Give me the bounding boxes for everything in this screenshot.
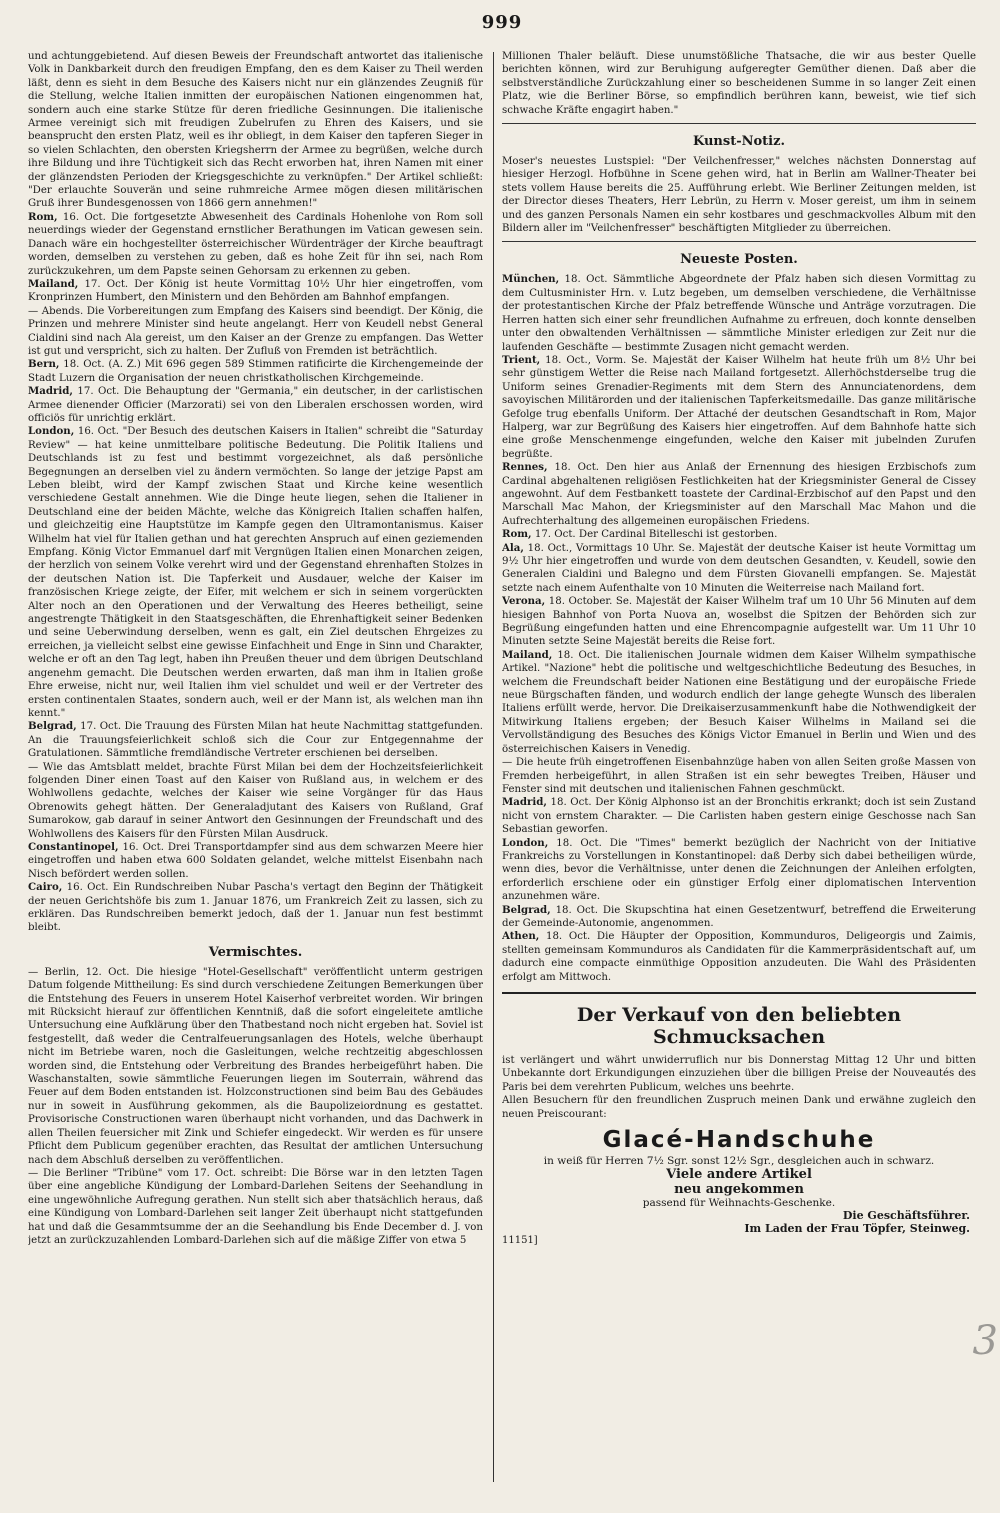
right-column [502,50,976,1490]
article-rom-text: 16. Oct. Die fortgesetzte Abwesenheit des Cardinals Hohenlohe von Rom soll neuerdings wieder der Gegenstand ernstlicher Berathungen im Vatican gewesen sein. Danach wäre ein hochgestellter österreichischer Würdenträger der Kirche beauftragt worden, demselben zu verstehen zu geben, daß es hohe Zeit für ihn sei, nach Rom zurückzukehren, um dem Papste seinen Gehorsam zu erkennen zu geben. [28,211,483,277]
post-verona-text: 18. October. Se. Majestät der Kaiser Wilhelm traf um 10 Uhr 56 Minuten auf dem hiesigen Bahnhof von Porta Nuova an, woselbst die Spitzen der Behörden sich zur Begrüßung eingefunden hatten und eine Ehrencompagnie aufgestellt war. Um 11 Uhr 10 Minuten setzte Seine Majestät bereits die Reise fort. [502,596,976,648]
dateline-london-right: London, [502,836,549,849]
dateline-rennes: Rennes, [502,461,548,474]
dateline-madrid: Madrid, [28,385,73,398]
post-madrid-text: 18. Oct. Der König Alphonso ist an der Bronchitis erkrankt; doch ist sein Zustand nicht von ernstem Charakter. — Die Carlisten haben gestern einige Geschosse nach San Sebastian geworfen. [502,797,976,836]
ad-number: 11151] [502,1235,538,1247]
post-muenchen [502,273,976,353]
dateline-cairo: Cairo, [28,881,63,894]
article-tribuene: — Die Berliner "Tribüne" vom 17. Oct. schreibt: Die Börse war in den letzten Tagen über eine angebliche Kündigung der Lombard-Darlehen Seitens der Seehandlung in eine ungewöhnliche Aufregung gerathen. Nun stellt sich aber thatsächlich heraus, daß eine Kündigung von Lombard-Darlehen seit langer Zeit überhaupt nicht stattgefunden hat und daß die Gesammtsumme der an die Seehandlung bis Ende December d. J. von jetzt an zurückzuzahlenden Lombard-Darlehen sich auf die mäßige Ziffer von etwa 5 [28,1167,483,1246]
newspaper-page [28,12,976,1492]
article-boerse-continued: Millionen Thaler beläuft. Diese unumstößliche Thatsache, die wir aus bester Quelle berichten können, wird zur Beruhigung aufgeregter Gemüther dienen. Daß aber die selbstverständliche Zurückzahlung einer so bescheidenen Summe in so langer Zeit einen Platz, wie die Berliner Börse, so empfindlich berühren kann, beweist, wie tief sich schwache Kräfte engagirt haben." [502,51,976,116]
post-ala-text: 18. Oct., Vormittags 10 Uhr. Se. Majestät der deutsche Kaiser ist heute Vormittag um 9½ Uhr hier eingetroffen und wurde von dem deutschen Gesandten, v. Keudell, sowie den Generalen Cialdini und Balegno und dem Fürsten Giovanelli empfangen. Se. Majestät setzte nach einem Aufenthalte von 10 Minuten die Weiterreise nach Mailand fort. [502,542,976,594]
dateline-constantinopel: Constantinopel, [28,840,119,853]
ad-christmas-line: passend für Weihnachts-Geschenke. [642,1197,836,1210]
article-amtsblatt: — Wie das Amtsblatt meldet, brachte Fürst Milan bei dem der Hochzeitsfeierlichkeit folgenden Diner einen Toast auf den Kaiser von Rußland aus, in welchem er des Wohlwollens gedachte, welches der Kaiser wie seine Vorgänger für das Haus Obrenowits gehegt hätten. Der Generaladjutant des Kaisers von Rußland, Graf Sumarokow, gab darauf in seiner Antwort den Gesinnungen der Freundschaft und des Wohlwollens des Kaisers für den Fürsten Milan Ausdruck. [28,761,483,840]
dateline-belgrad-right: Belgrad, [502,903,551,916]
post-mailand [502,649,976,756]
post-athen [502,930,976,984]
ad-address: Im Laden der Frau Töpfer, Steinweg. [744,1222,970,1236]
ad-glace-heading: Glacé-Handschuhe [602,1127,876,1154]
post-rom [502,528,976,541]
article-bern-text: 18. Oct. (A. Z.) Mit 696 gegen 589 Stimmen ratificirte die Kirchengemeinde der Stadt Luzern die Organisation der neuen christkatholischen Kirchgemeinde. [28,359,483,384]
post-belgrad-text: 18. Oct. Die Skupschtina hat einen Gesetzentwurf, betreffend die Erweiterung der Gemeinde-Autonomie, angenommen. [502,904,976,929]
ad-signature: Die Geschäftsführer. [842,1209,970,1223]
section-heading-vermischtes: Vermischtes. [208,944,303,960]
divider [502,123,976,124]
post-madrid [502,796,976,836]
post-muenchen-text: 18. Oct. Sämmtliche Abgeordnete der Pfalz haben sich diesen Vormittag zu dem Cultusminister Hrn. v. Lutz begeben, um demselben verschiedene, die Verhältnisse der protestantischen Kirche der Pfalz betreffende Wünsche und Anträge vorzutragen. Die Herren hatten sich einer sehr freundlichen Aufnahme zu erfreuen, doch konnte denselben unter den obwaltenden Verhältnissen — sämmtliche Minister erledigen zur Zeit nur die laufenden Geschäfte — bestimmte Zusagen nicht gemacht werden. [502,274,976,353]
ad-price-line: in weiß für Herren 7½ Sgr. sonst 12½ Sgr., desgleichen auch in schwarz. [543,1155,935,1168]
article-constantinopel [28,841,483,881]
dateline-rom: Rom, [28,210,58,223]
article-hotel-kaiserhof: — Berlin, 12. Oct. Die hiesige "Hotel-Gesellschaft" veröffentlicht unterm gestrigen Datum folgende Mittheilung: Es sind durch verschiedene Zeitungen Bemerkungen über die Entstehung des Feuers in unserem Hotel Kaiserhof verbreitet worden. Wir bringen mit Rücksicht hierauf zur öffentlichen Kenntniß, daß die sofort eingeleitete amtliche Untersuchung eine Aufklärung über den Thatbestand noch nicht ergeben hat. Soviel ist festgestellt, daß weder die Centralfeuerungsanlagen des Hotels, welche überhaupt nicht im Betriebe waren, noch die Gasleitungen, welche rechtzeitig abgeschlossen worden sind, die Entstehung oder Verbreitung des Brandes herbeigeführt haben. Die Waschanstalten, sowie sämmtliche Feuerungen liegen im Souterrain, während das Feuer auf dem Boden entstanden ist. Holzconstructionen sind beim Bau des Gebäudes nur in soweit in Ausführung gekommen, als die Baupolizeiordnung es gestattet. Provisorische Constructionen waren überhaupt nicht vorhanden, und das Dachwerk in allen Theilen feuersicher mit Zink und Schiefer eingedeckt. Wir werden es für unsere Pflicht dem Publicum gegenüber erachten, das Resultat der amtlichen Untersuchung nach dem Abschluß derselben zu veröffentlichen. [28,966,483,1166]
article-rom [28,211,483,278]
section-heading-kunst-notiz: Kunst-Notiz. [692,134,786,150]
dateline-muenchen: München, [502,273,560,286]
ad-text-2: Allen Besuchern für den freundlichen Zuspruch meinen Dank und erwähne zugleich den neuen Preiscourant: [502,1095,976,1120]
post-belgrad [502,904,976,931]
article-mailand [28,278,483,305]
article-belgrad [28,720,483,760]
post-mailand-text: 18. Oct. Die italienischen Journale widmen dem Kaiser Wilhelm sympathische Artikel. "Nazione" hebt die politische und weltgeschichtliche Bedeutung des Besuches, in welchem die Freundschaft beider Nationen eine Bestätigung und der europäische Friede neue Bürgschaften fänden, und wodurch endlich der lange gehegte Wunsch des liberalen Italiens erfüllt werde, hervor. Die Dreikaiserzusammenkunft habe die Nothwendigkeit der Mitwirkung Italiens ergeben; der Besuch Kaiser Wilhelms in Mailand sei die Vervollständigung des Besuches des Königs Victor Emanuel in Berlin und Wien und des österreichischen Kaisers in Venedig. [502,649,976,755]
article-madrid-text: 17. Oct. Die Behauptung der "Germania," ein deutscher, in der carlistischen Armee dienender Officier (Marzorati) sei von den Liberalen erschossen worden, wird officiös für unrichtig erklärt. [28,386,483,424]
article-cairo [28,881,483,935]
advertisement [502,992,976,1246]
dateline-ala: Ala, [502,541,524,554]
dateline-rom-right: Rom, [502,528,532,541]
post-rom-text: 17. Oct. Der Cardinal Bitelleschi ist gestorben. [534,529,778,541]
post-mailand-2: — Die heute früh eingetroffenen Eisenbahnzüge haben von allen Seiten große Massen von Fremden herbeigeführt, in allen Straßen ist ein sehr bewegtes Treiben, Häuser und Fenster sind mit deutschen und italienischen Fahnen geschmückt. [502,757,976,795]
post-trient-text: 18. Oct., Vorm. Se. Majestät der Kaiser Wilhelm hat heute früh um 8½ Uhr bei sehr günstigem Wetter die Reise nach Mailand fortgesetzt. Allerhöchstderselbe trug die Uniform seines Grenadier-Regiments mit dem Stern des Annunciatenordens, dem savoyischen Militärorden und der italienischen Tapferkeitsmedaille. Das ganze militärische Gefolge trug ebenfalls Uniform. Der Attaché der deutschen Gesandtschaft in Rom, Major Halperg, war zur Begrüßung des Kaisers hier eingetroffen. Auf dem Bahnhofe hatte sich eine große Menschenmenge eingefunden, welche den Kaiser mit jubelnden Zurufen begrüßte. [502,354,976,460]
post-verona [502,595,976,649]
post-london [502,837,976,904]
article-london [28,425,483,720]
post-athen-text: 18. Oct. Die Häupter der Opposition, Kommunduros, Deligeorgis und Zaimis, stellten gemeinsam Kommunduros als Candidaten für die Kammerpräsidentschaft auf, um dadurch eine compacte einmüthige Opposition anzudeuten. Die Wahl des Präsidenten erfolgt am Mittwoch. [502,931,976,983]
ad-title: Der Verkauf von den beliebten Schmucksachen [576,1004,902,1048]
post-rennes [502,461,976,528]
page-number: 999 [481,12,523,33]
dateline-belgrad: Belgrad, [28,720,77,733]
article-bern [28,358,483,385]
post-ala [502,542,976,596]
margin-pencil-mark: 3 [972,1318,998,1364]
dateline-london: London, [28,425,75,438]
column-divider [493,52,494,1482]
left-column [28,50,483,1490]
article-abends: — Abends. Die Vorbereitungen zum Empfang des Kaisers sind beendigt. Der König, die Prinzen und mehrere Minister sind heute angelangt. Herr von Keudell nebst General Cialdini sind nach Ala gereist, um den Kaiser an der Grenze zu empfangen. Das Wetter ist gut und verspricht, sich zu halten. Der Zufluß von Fremden ist beträchtlich. [28,305,483,357]
section-heading-neueste-posten: Neueste Posten. [680,252,798,268]
dateline-trient: Trient, [502,353,541,366]
dateline-athen: Athen, [502,930,540,943]
article-kunst-notiz: Moser's neuestes Lustspiel: "Der Veilchenfresser," welches nächsten Donnerstag auf hiesiger Herzogl. Hofbühne in Scene gehen wird, hat in Berlin am Wallner-Theater bei stets vollem Hause bereits die 25. Aufführung erlebt. Wie Berliner Zeitungen melden, ist der Director dieses Theaters, Herr Lebrün, zu Herrn v. Moser gereist, um ihm in seinem und des ganzen Personals Namen ein sehr kostbares und geschmackvolles Album mit den Bildern aller im "Veilchenfresser" beschäftigten Mitglieder zu überreichen. [502,156,976,235]
dateline-verona: Verona, [502,595,546,608]
article-cairo-text: 16. Oct. Ein Rundschreiben Nubar Pascha's vertagt den Beginn der Thätigkeit der neuen Gerichtshöfe bis zum 1. Januar 1876, um Frankreich Zeit zu lassen, sich zu erklären. Das Rundschreiben bemerkt jedoch, daß der 1. Januar nun fest bestimmt bleibt. [28,882,483,934]
post-rennes-text: 18. Oct. Den hier aus Anlaß der Ernennung des hiesigen Erzbischofs zum Cardinal abgehaltenen religiösen Festlichkeiten hat der Kriegsminister General de Cissey angewohnt. Auf dem Festbankett toastete der Cardinal-Erzbischof auf den Papst und den Marschall Mac Mahon, der Kriegsminister auf den Marschall Mac Mahon und die Aufrechterhaltung des allgemeinen europäischen Friedens. [502,462,976,527]
ad-text-1: ist verlängert und währt unwiderruflich nur bis Donnerstag Mittag 12 Uhr und bitten Unbekannte dort Erkundigungen einzuziehen über die billigen Preise der Nouveautés des Paris bei dem verehrten Publicum, welches uns beehrte. [502,1055,976,1093]
post-london-text: 18. Oct. Die "Times" bemerkt bezüglich der Nachricht von der Initiative Frankreichs zu Vorstellungen in Konstantinopel: daß Derby sich dabei betheiligen würde, wenn dies, bevor die Verhältnisse, unter denen die Zeichnungen der Anleihen erfolgten, erforderlich erschiene oder ein günstiger Erfolg einer diplomatischen Intervention anzunehmen wäre. [502,837,976,903]
dateline-bern: Bern, [28,358,60,371]
article-london-text: 16. Oct. "Der Besuch des deutschen Kaisers in Italien" schreibt die "Saturday Review" — hat keine unmittelbare politische Bedeutung. Die Politik Italiens und Deutschlands ist zu fest und bestimmt vorgezeichnet, als daß persönliche Begegnungen an derselben viel zu ändern vermöchten. So lange der jetzige Papst am Leben bleibt, wird der Kampf zwischen Staat und Kirche keine wesentlich verschiedene Gestalt annehmen. Wie die Dinge heute liegen, sehen die Italiener in Deutschland eine der beiden Mächte, welche das Königreich Italien schaffen halfen, und gleichzeitig eine Hauptstütze im Kampfe gegen den Ultramontanismus. Kaiser Wilhelm hat viel für Italien gethan und hat gerechten Anspruch auf einen geziemenden Empfang. König Victor Emmanuel darf mit Vergnügen Italien einen Monarchen zeigen, der herzlich von seinem Volke verehrt wird und der Gegenstand ehrenhaften Stolzes in der deutschen Nation ist. Die Tapferkeit und Ausdauer, welche der Kaiser im französischen Kriege zeigte, der Eifer, mit welchem er sich in seinem vorgerückten Alter noch an den Operationen und der Verwaltung des Heeres betheiligt, seine angestrengte Thätigkeit in den Staatsgeschäften, die Ehrenhaftigkeit seiner Bedenken und seine Ueberwindung derselben, wenn es galt, ein Ziel deutschen Ehrgeizes zu erreichen, ja vielleicht selbst eine gewisse Einfachheit und Enge in Sinn und Charakter, welche er oft an den Tag legt, haben ihn Preußen theuer und dem übrigen Deutschland angenehm gemacht. Die Deutschen werden erwarten, daß man ihm in Italien große Ehre erweise, nicht nur, weil Italien ihm viel schuldet und weil er der Vertreter des ersten continentalen Staates, sondern auch, weil er der Mann ist, als welchen man ihn kennt." [28,426,483,719]
article-madrid [28,385,483,425]
article-mailand-text: 17. Oct. Der König ist heute Vormittag 10½ Uhr hier eingetroffen, vom Kronprinzen Humbert, den Ministern und den Behörden am Bahnhof empfangen. [28,278,483,304]
article-belgrad-text: 17. Oct. Die Trauung des Fürsten Milan hat heute Nachmittag stattgefunden. An die Trauungsfeierlichkeit schloß sich die Cour zur Entgegennahme der Gratulationen. Sämmtliche fremdländische Vertreter erschienen bei derselben. [28,721,483,760]
ad-new-arrived: neu angekommen [674,1182,804,1198]
divider [502,241,976,242]
article-italy-continued: und achtunggebietend. Auf diesen Beweis der Freundschaft antwortet das italienische Volk in Dankbarkeit durch den freudigen Empfang, den es dem Kaiser zu Theil werden läßt, denn es sieht in dem Besuche des Kaisers nicht nur ein glänzendes Zeugniß für die Stellung, welche Italien inmitten der europäischen Nationen eingenommen hat, sondern auch eine starke Stütze für deren friedliche Gesinnungen. Die italienische Armee vereinigt sich mit freudigen Zubelrufen zu Ehren des Kaisers, und sie beansprucht den ersten Platz, weil es ihr obliegt, in dem Kaiser den tapferen Sieger in so vielen Schlachten, den obersten Kriegsherrn der Armee zu begrüßen, welche durch ihre Bildung und ihre Tüchtigkeit sich das Recht erworben hat, ihren Namen mit einer der glänzendsten Perioden der Kriegsgeschichte zu verknüpfen." Der Artikel schließt: "Der erlauchte Souverän und seine ruhmreiche Armee mögen diesen militärischen Gruß ihrer Bundesgenossen von 1866 gern annehmen!" [28,51,483,210]
post-trient [502,354,976,461]
ad-other-articles: Viele andere Artikel [666,1167,812,1183]
dateline-madrid-right: Madrid, [502,796,547,809]
article-constantinopel-text: 16. Oct. Drei Transportdampfer sind aus dem schwarzen Meere hier eingetroffen und haben etwa 600 Soldaten gelandet, welche mittelst Eisenbahn nach Nisch befördert werden sollen. [28,841,483,880]
dateline-mailand: Mailand, [28,277,79,290]
dateline-mailand-right: Mailand, [502,648,553,661]
